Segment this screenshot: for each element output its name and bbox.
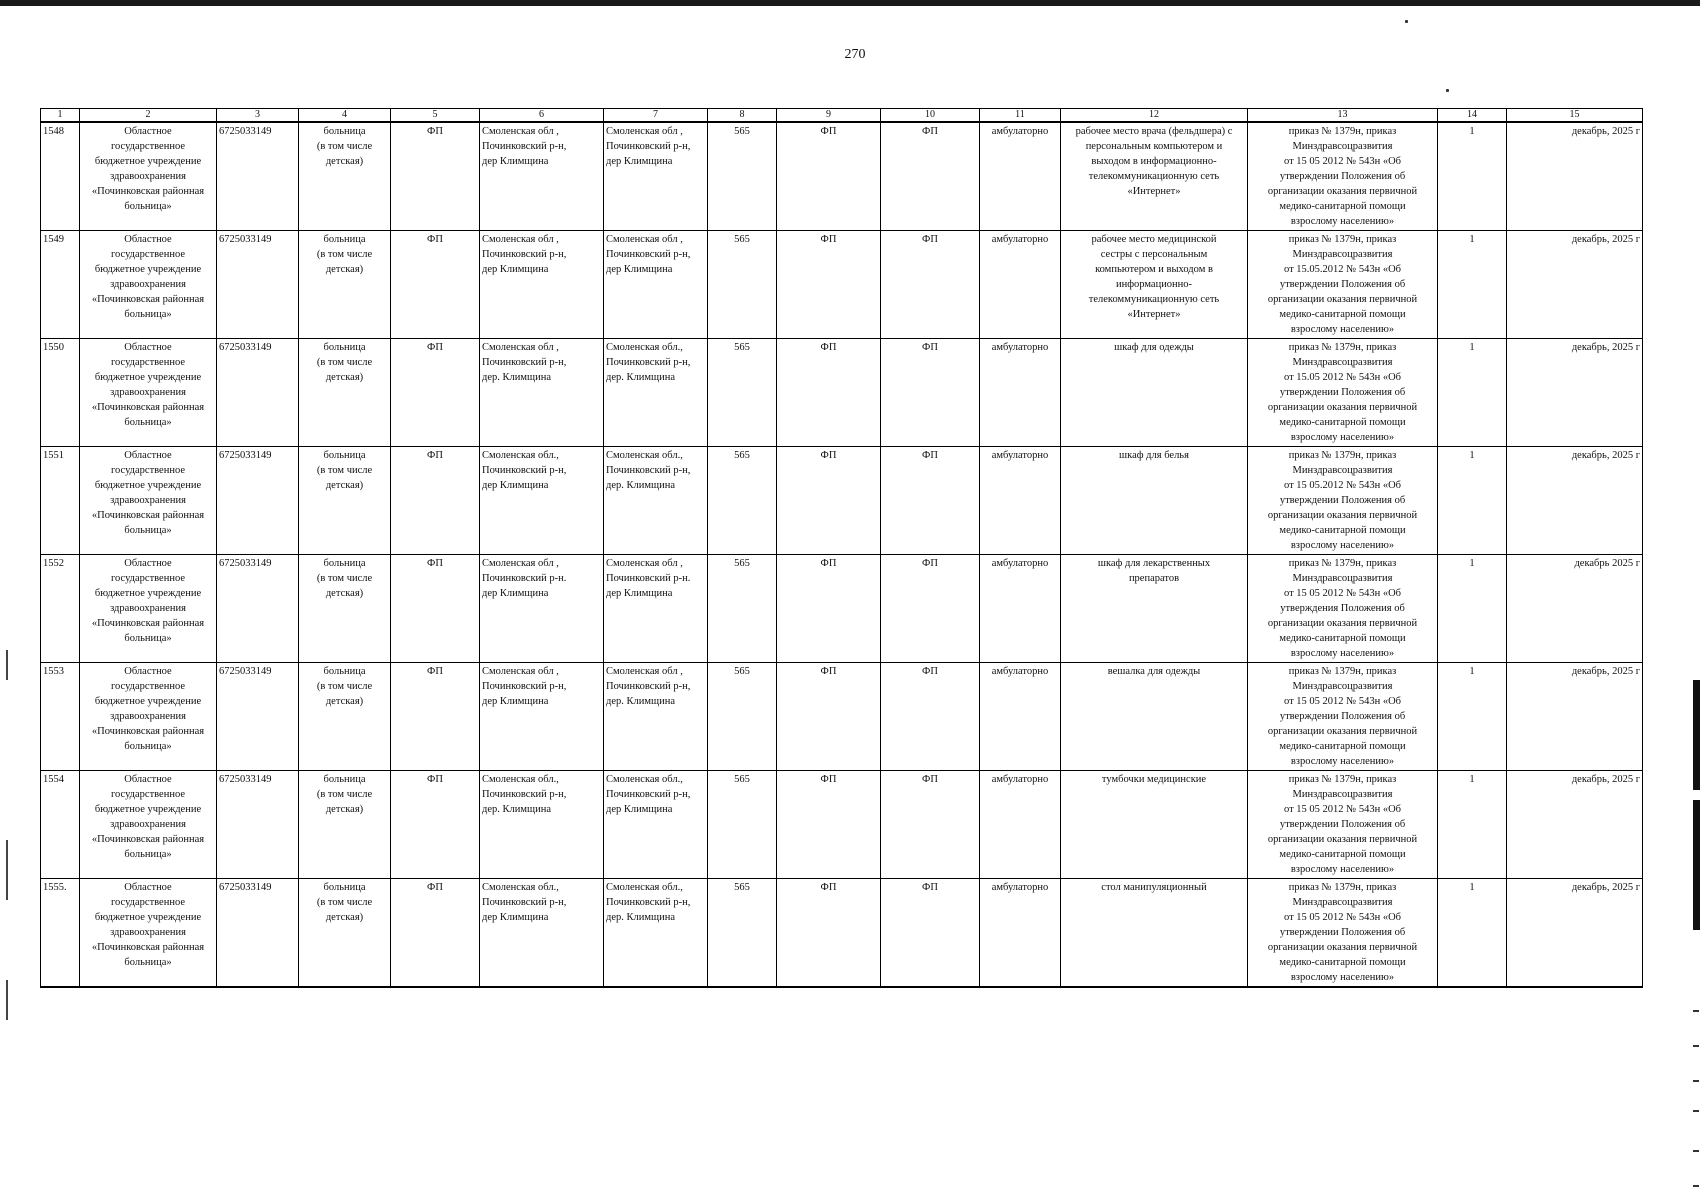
facility-type-cell: больница (в том числе детская) — [299, 122, 391, 231]
address-cell: Смоленская обл , Починковский р-н, дер Климщина — [480, 122, 604, 231]
care-mode-cell: амбулаторно — [980, 555, 1061, 663]
unit-cell: ФП — [777, 447, 881, 555]
scan-edge-tick — [1693, 1080, 1699, 1082]
code-cell: 565 — [708, 231, 777, 339]
facility-type-cell: больница (в том числе детская) — [299, 663, 391, 771]
unit-cell: ФП — [391, 771, 480, 879]
legal-basis-cell: приказ № 1379н, приказ Минздравсоцразвития от 15 05 2012 № 543н «Об утверждения Положения об организации оказания первичной медико-санитарной помощи взрослому населению» — [1248, 555, 1438, 663]
scan-edge-bar — [1693, 680, 1700, 790]
equipment-item-cell: шкаф для белья — [1061, 447, 1248, 555]
unit-cell: ФП — [391, 555, 480, 663]
organization-cell: Областное государственное бюджетное учреждение здравоохранения «Починковская районная больница» — [80, 771, 217, 879]
quantity-cell: 1 — [1438, 339, 1507, 447]
address-cell: Смоленская обл , Починковский р-н. дер Климщина — [604, 555, 708, 663]
quantity-cell: 1 — [1438, 771, 1507, 879]
inn-cell: 6725033149 — [217, 339, 299, 447]
unit-cell: ФП — [777, 339, 881, 447]
deadline-cell: декабрь, 2025 г — [1507, 122, 1643, 231]
deadline-cell: декабрь 2025 г — [1507, 555, 1643, 663]
organization-cell: Областное государственное бюджетное учреждение здравоохранения «Починковская районная больница» — [80, 879, 217, 988]
table-row — [41, 663, 1643, 771]
scan-edge-tick — [1693, 1150, 1699, 1152]
facility-type-cell: больница (в том числе детская) — [299, 879, 391, 988]
page-number: 270 — [844, 47, 866, 62]
inn-cell: 6725033149 — [217, 771, 299, 879]
row-number-cell: 1552 — [41, 555, 80, 663]
table-row — [41, 771, 1643, 879]
care-mode-cell: амбулаторно — [980, 771, 1061, 879]
unit-cell: ФП — [881, 663, 980, 771]
column-header: 2 — [80, 109, 217, 123]
care-mode-cell: амбулаторно — [980, 447, 1061, 555]
deadline-cell: декабрь, 2025 г — [1507, 447, 1643, 555]
equipment-registry-table — [40, 108, 1643, 988]
unit-cell: ФП — [777, 771, 881, 879]
column-header: 8 — [708, 109, 777, 123]
column-header: 11 — [980, 109, 1061, 123]
scan-speck — [1405, 20, 1408, 23]
legal-basis-cell: приказ № 1379н, приказ Минздравсоцразвития от 15 05 2012 № 543н «Об утверждении Положения об организации оказания первичной медико-санитарной помощи взрослому населению» — [1248, 122, 1438, 231]
equipment-item-cell: рабочее место врача (фельдшера) с персональным компьютером и выходом в информационно- телекоммуникационную сеть «Интернет» — [1061, 122, 1248, 231]
column-number-row — [41, 109, 1643, 123]
scan-edge-tick — [1693, 1110, 1699, 1112]
address-cell: Смоленская обл , Починковский р-н, дер Климщина — [604, 231, 708, 339]
deadline-cell: декабрь, 2025 г — [1507, 339, 1643, 447]
table-row — [41, 555, 1643, 663]
unit-cell: ФП — [881, 339, 980, 447]
column-header: 10 — [881, 109, 980, 123]
scan-edge-tick — [1693, 1185, 1699, 1187]
address-cell: Смоленская обл , Починковский р-н, дер Климщина — [480, 231, 604, 339]
top-border-rule — [0, 0, 1700, 6]
scan-edge-mark — [6, 650, 8, 680]
code-cell: 565 — [708, 447, 777, 555]
unit-cell: ФП — [777, 879, 881, 988]
address-cell: Смоленская обл., Починковский р-н, дер. Климщина — [604, 879, 708, 988]
unit-cell: ФП — [391, 339, 480, 447]
address-cell: Смоленская обл., Починковский р-н, дер Климщина — [480, 879, 604, 988]
table-row — [41, 879, 1643, 988]
row-number-cell: 1549 — [41, 231, 80, 339]
table-row — [41, 447, 1643, 555]
inn-cell: 6725033149 — [217, 447, 299, 555]
column-header: 5 — [391, 109, 480, 123]
unit-cell: ФП — [881, 231, 980, 339]
scan-edge-tick — [1693, 1045, 1699, 1047]
facility-type-cell: больница (в том числе детская) — [299, 555, 391, 663]
inn-cell: 6725033149 — [217, 879, 299, 988]
address-cell: Смоленская обл., Починковский р-н, дер. Климщина — [604, 339, 708, 447]
quantity-cell: 1 — [1438, 122, 1507, 231]
organization-cell: Областное государственное бюджетное учреждение здравоохранения «Починковская районная больница» — [80, 555, 217, 663]
equipment-item-cell: стол манипуляционный — [1061, 879, 1248, 988]
column-header: 3 — [217, 109, 299, 123]
equipment-item-cell: вешалка для одежды — [1061, 663, 1248, 771]
equipment-item-cell: шкаф для одежды — [1061, 339, 1248, 447]
care-mode-cell: амбулаторно — [980, 663, 1061, 771]
column-header: 7 — [604, 109, 708, 123]
legal-basis-cell: приказ № 1379н, приказ Минздравсоцразвития от 15 05 2012 № 543н «Об утверждении Положения об организации оказания первичной медико-санитарной помощи взрослому населению» — [1248, 663, 1438, 771]
address-cell: Смоленская обл., Починковский р-н, дер Климщина — [480, 447, 604, 555]
deadline-cell: декабрь, 2025 г — [1507, 879, 1643, 988]
code-cell: 565 — [708, 879, 777, 988]
care-mode-cell: амбулаторно — [980, 122, 1061, 231]
row-number-cell: 1555. — [41, 879, 80, 988]
unit-cell: ФП — [777, 555, 881, 663]
unit-cell: ФП — [881, 771, 980, 879]
organization-cell: Областное государственное бюджетное учреждение здравоохранения «Починковская районная больница» — [80, 447, 217, 555]
row-number-cell: 1550 — [41, 339, 80, 447]
equipment-item-cell: тумбочки медицинские — [1061, 771, 1248, 879]
organization-cell: Областное государственное бюджетное учреждение здравоохранения «Починковская районная больница» — [80, 339, 217, 447]
deadline-cell: декабрь, 2025 г — [1507, 771, 1643, 879]
table-row — [41, 122, 1643, 231]
legal-basis-cell: приказ № 1379н, приказ Минздравсоцразвития от 15 05 2012 № 543н «Об утверждении Положения об организации оказания первичной медико-санитарной помощи взрослому населению» — [1248, 879, 1438, 988]
column-header: 14 — [1438, 109, 1507, 123]
legal-basis-cell: приказ № 1379н, приказ Минздравсоцразвития от 15.05 2012 № 543н «Об утверждении Положения об организации оказания первичной медико-санитарной помощи взрослому населению» — [1248, 339, 1438, 447]
unit-cell: ФП — [881, 122, 980, 231]
scan-edge-mark — [6, 980, 8, 1020]
scan-edge-tick — [1693, 1010, 1699, 1012]
row-number-cell: 1551 — [41, 447, 80, 555]
address-cell: Смоленская обл , Починковский р-н, дер. Климщина — [480, 339, 604, 447]
scan-edge-bar — [1693, 800, 1700, 930]
table-row — [41, 231, 1643, 339]
care-mode-cell: амбулаторно — [980, 879, 1061, 988]
address-cell: Смоленская обл , Починковский р-н. дер Климщина — [480, 555, 604, 663]
column-header: 6 — [480, 109, 604, 123]
unit-cell: ФП — [777, 663, 881, 771]
column-header: 1 — [41, 109, 80, 123]
address-cell: Смоленская обл , Починковский р-н, дер Климщина — [480, 663, 604, 771]
unit-cell: ФП — [777, 231, 881, 339]
unit-cell: ФП — [391, 122, 480, 231]
address-cell: Смоленская обл , Починковский р-н, дер Климщина — [604, 122, 708, 231]
legal-basis-cell: приказ № 1379н, приказ Минздравсоцразвития от 15.05.2012 № 543н «Об утверждении Положения об организации оказания первичной медико-санитарной помощи взрослому населению» — [1248, 231, 1438, 339]
unit-cell: ФП — [881, 447, 980, 555]
unit-cell: ФП — [881, 879, 980, 988]
facility-type-cell: больница (в том числе детская) — [299, 771, 391, 879]
equipment-item-cell: рабочее место медицинской сестры с персональным компьютером и выходом в информационно- телекоммуникационную сеть «Интернет» — [1061, 231, 1248, 339]
unit-cell: ФП — [391, 663, 480, 771]
unit-cell: ФП — [391, 447, 480, 555]
unit-cell: ФП — [391, 879, 480, 988]
code-cell: 565 — [708, 339, 777, 447]
inn-cell: 6725033149 — [217, 555, 299, 663]
column-header: 4 — [299, 109, 391, 123]
unit-cell: ФП — [391, 231, 480, 339]
organization-cell: Областное государственное бюджетное учреждение здравоохранения «Починковская районная больница» — [80, 231, 217, 339]
column-header: 13 — [1248, 109, 1438, 123]
table-row — [41, 339, 1643, 447]
address-cell: Смоленская обл., Починковский р-н, дер Климщина — [604, 771, 708, 879]
quantity-cell: 1 — [1438, 231, 1507, 339]
code-cell: 565 — [708, 555, 777, 663]
row-number-cell: 1554 — [41, 771, 80, 879]
scan-edge-mark — [6, 840, 8, 900]
code-cell: 565 — [708, 771, 777, 879]
code-cell: 565 — [708, 122, 777, 231]
quantity-cell: 1 — [1438, 663, 1507, 771]
column-header: 12 — [1061, 109, 1248, 123]
row-number-cell: 1548 — [41, 122, 80, 231]
scan-speck — [1446, 89, 1449, 92]
organization-cell: Областное государственное бюджетное учреждение здравоохранения «Починковская районная больница» — [80, 122, 217, 231]
unit-cell: ФП — [881, 555, 980, 663]
legal-basis-cell: приказ № 1379н, приказ Минздравсоцразвития от 15 05.2012 № 543н «Об утверждении Положения об организации оказания первичной медико-санитарной помощи взрослому населению» — [1248, 447, 1438, 555]
facility-type-cell: больница (в том числе детская) — [299, 231, 391, 339]
quantity-cell: 1 — [1438, 447, 1507, 555]
address-cell: Смоленская обл., Починковский р-н, дер. Климщина — [604, 447, 708, 555]
quantity-cell: 1 — [1438, 555, 1507, 663]
row-number-cell: 1553 — [41, 663, 80, 771]
organization-cell: Областное государственное бюджетное учреждение здравоохранения «Починковская районная больница» — [80, 663, 217, 771]
inn-cell: 6725033149 — [217, 231, 299, 339]
inn-cell: 6725033149 — [217, 663, 299, 771]
facility-type-cell: больница (в том числе детская) — [299, 339, 391, 447]
care-mode-cell: амбулаторно — [980, 231, 1061, 339]
equipment-item-cell: шкаф для лекарственных препаратов — [1061, 555, 1248, 663]
facility-type-cell: больница (в том числе детская) — [299, 447, 391, 555]
column-header: 9 — [777, 109, 881, 123]
column-header: 15 — [1507, 109, 1643, 123]
deadline-cell: декабрь, 2025 г — [1507, 663, 1643, 771]
inn-cell: 6725033149 — [217, 122, 299, 231]
address-cell: Смоленская обл., Починковский р-н, дер. Климщина — [480, 771, 604, 879]
care-mode-cell: амбулаторно — [980, 339, 1061, 447]
address-cell: Смоленская обл , Починковский р-н, дер. Климщина — [604, 663, 708, 771]
deadline-cell: декабрь, 2025 г — [1507, 231, 1643, 339]
unit-cell: ФП — [777, 122, 881, 231]
code-cell: 565 — [708, 663, 777, 771]
legal-basis-cell: приказ № 1379н, приказ Минздравсоцразвития от 15 05 2012 № 543н «Об утверждении Положения об организации оказания первичной медико-санитарной помощи взрослому населению» — [1248, 771, 1438, 879]
quantity-cell: 1 — [1438, 879, 1507, 988]
